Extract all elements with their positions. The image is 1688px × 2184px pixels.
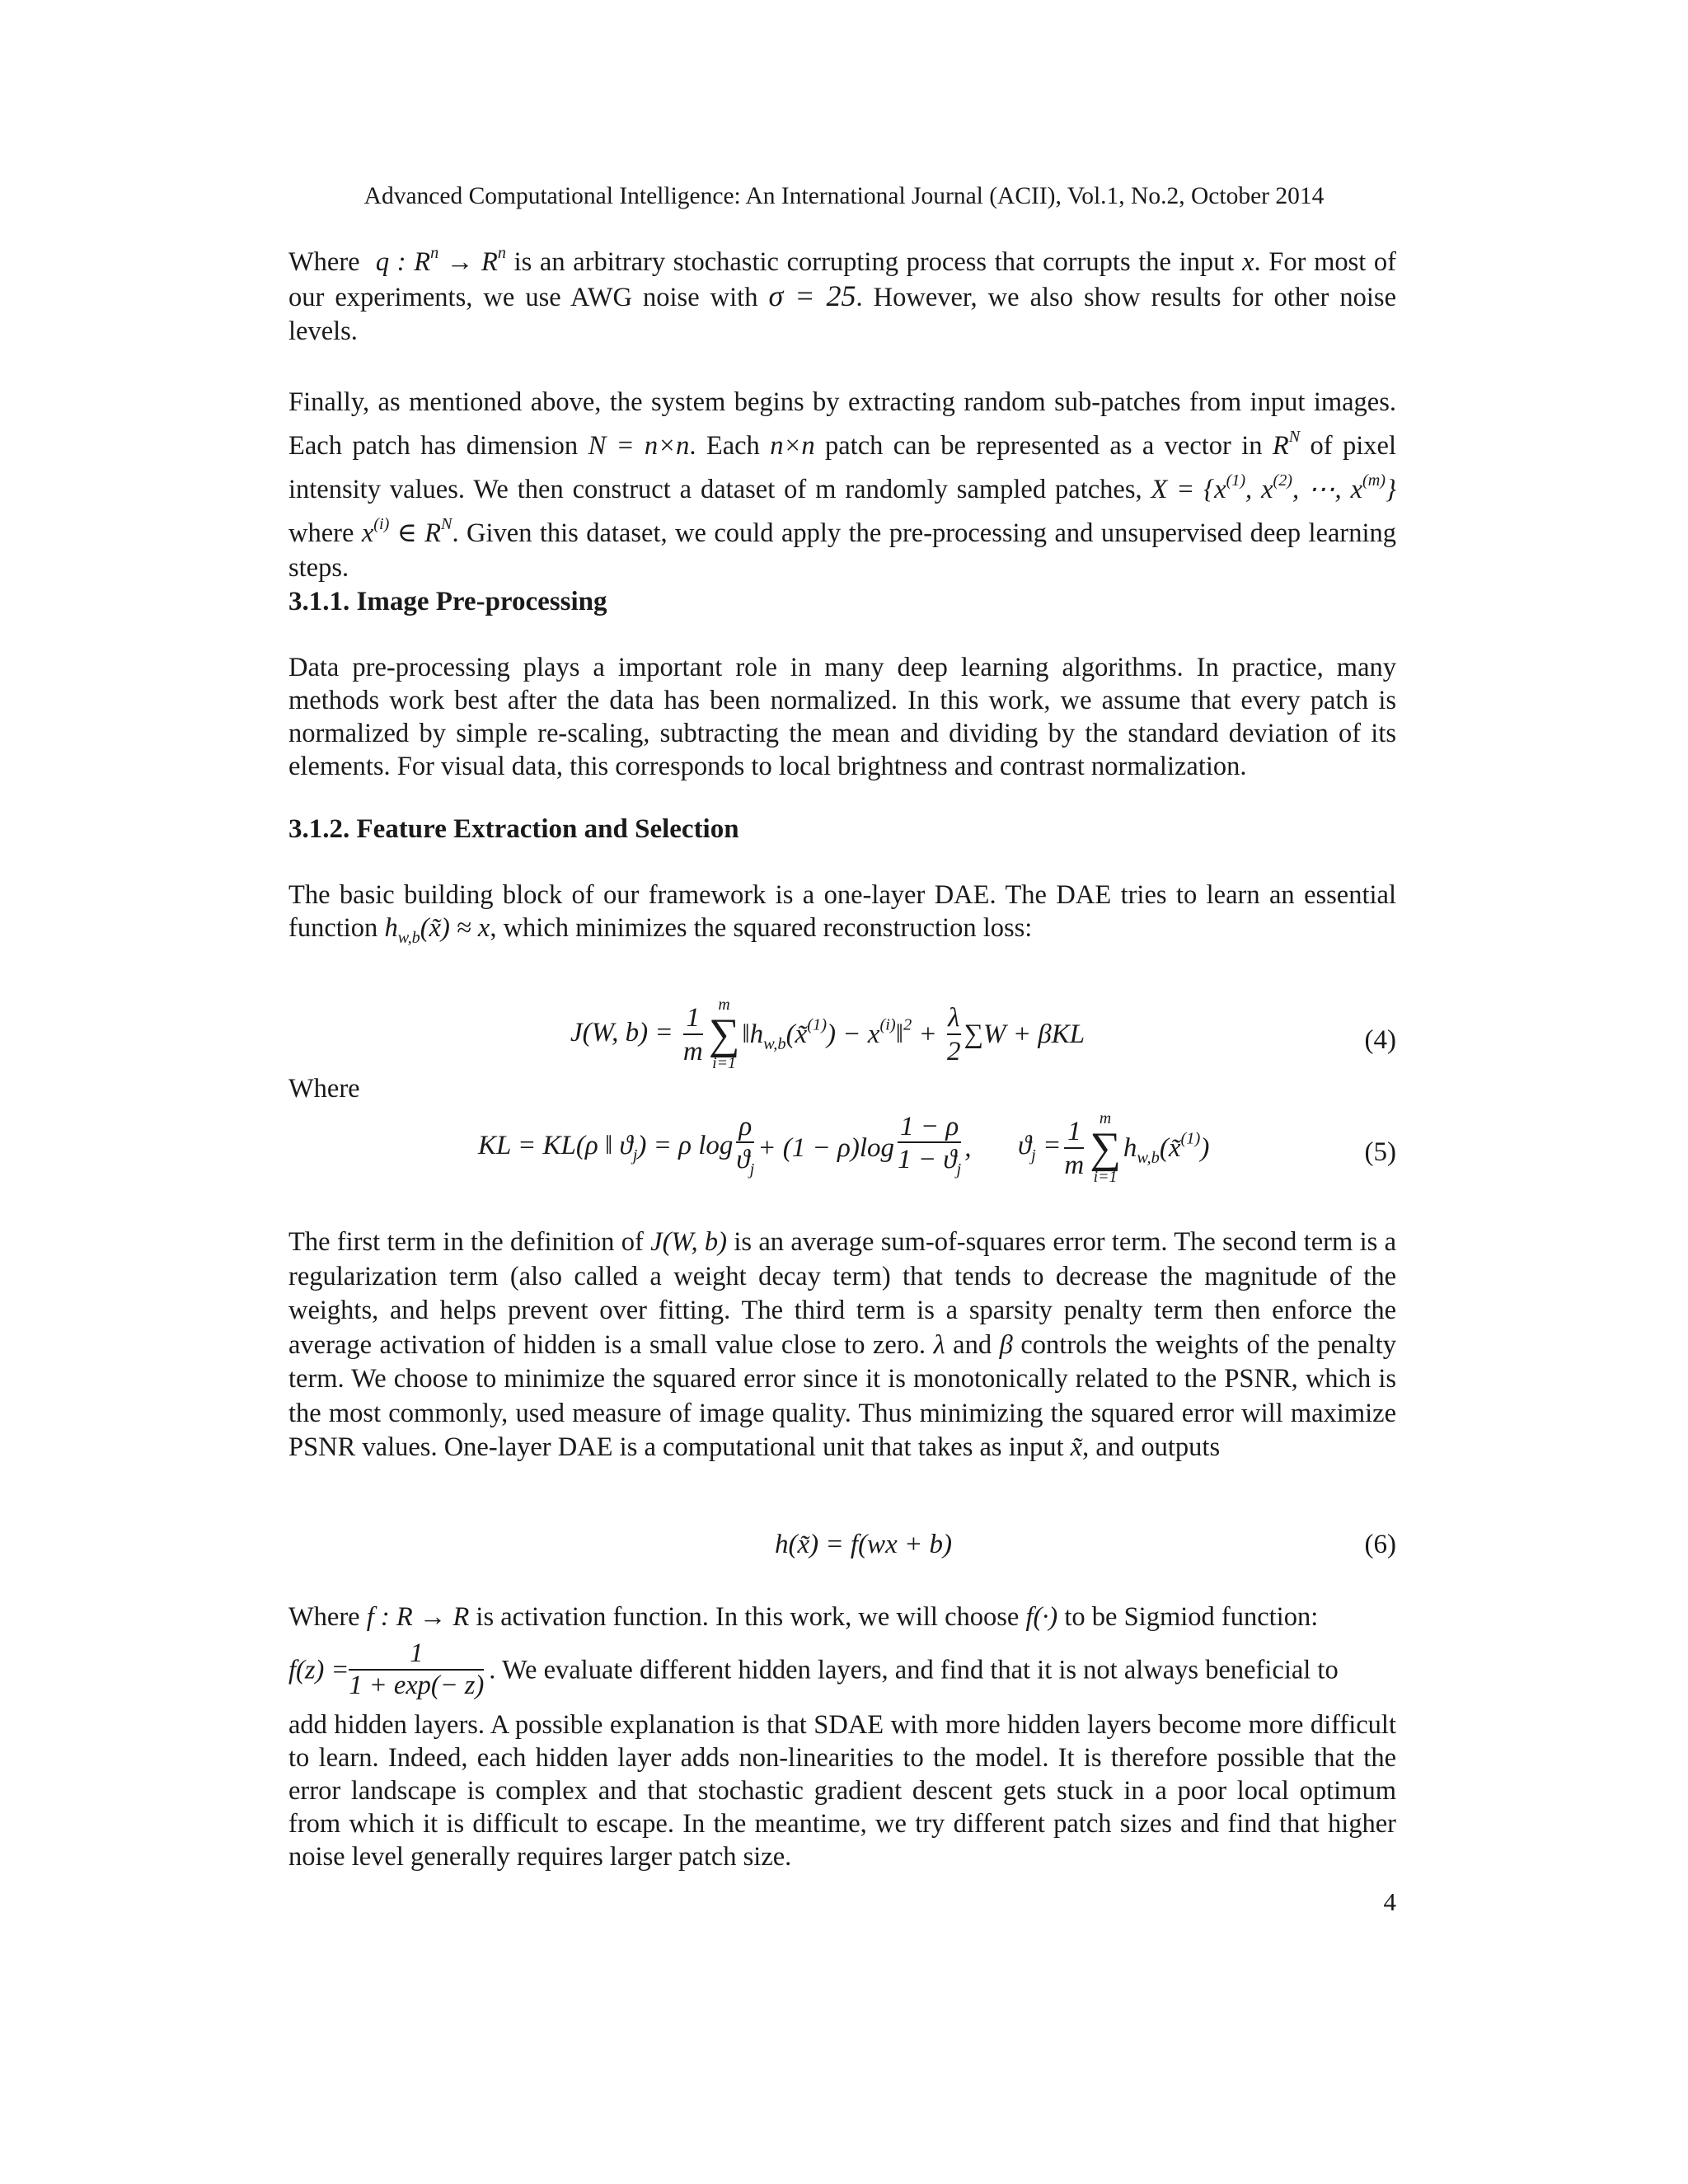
math-f-map: f : R → R	[366, 1602, 470, 1632]
equation-5-number: (5)	[1364, 1137, 1396, 1167]
section-heading-feature-extraction: 3.1.2. Feature Extraction and Selection	[288, 814, 739, 844]
paragraph-patch-extraction: Finally, as mentioned above, the system begins by extracting random sub-patches from input images. Each patch has dimension N = n×n. Each n×n patch can be represented as a vector in $R^N$ of pixel intensity values. We then construct a dataset of m randomly sampled patches, $X = \{x^{(1)}$, $x^{(2)}$, ⋯, $x^{(m)}$} where $x^{(i)}$ ∈ $R^N$. Given this dataset, we could apply the pre-processing and unsupervised deep learning steps.	[288, 387, 1396, 583]
math-nxn: n×n	[770, 431, 815, 462]
paragraph-corruption-process: Where q : $R^n \to R^n$ is an arbitrary stochastic corrupting process that corrupts the input x. For most of our experiments, we use AWG noise with σ = 25. However, we also show results for other noise levels.	[288, 244, 1396, 347]
eq4-frac-1-over-m: $\frac{1}{m}$	[682, 1003, 703, 1066]
math-xi-in-RN: $x^{(i)}$ ∈ $R^N$	[361, 515, 452, 549]
math-dataset-X: $X = \{x^{(1)}$, $x^{(2)}$, ⋯, $x^{(m)}$}	[1151, 471, 1396, 505]
eq5-frac-1-over-m: $\frac{1}{m}$	[1064, 1117, 1085, 1180]
eq5-frac-1minusrho: $\frac{1 - \rho}{1 - ϑ_j}$	[898, 1112, 961, 1185]
math-lambda: λ	[933, 1329, 945, 1360]
eq4-frac-lambda-over-2: $\frac{\lambda}{2}$	[947, 1003, 961, 1066]
equation-5-body: KL = KL(ρ ‖ $ϑ_j) = \rho$ log $\frac{\rho}{ϑ_j}$ + (1 − ρ)log $\frac{1 - \rho}{1 - ϑ_j}$ , $ϑ_j$ = $\frac{1}{m}$ m ∑ i=1 $h_{w,b}(x̃^{(1)})$	[478, 1109, 1210, 1187]
where-label: Where	[288, 1074, 360, 1104]
equation-4-number: (4)	[1364, 1025, 1396, 1055]
paragraph-preprocessing: Data pre-processing plays a important role in many deep learning algorithms. In practice, many methods work best after the data has been normalized. In this work, we assume that every patch is normalized by simple re-scaling, subtracting the mean and dividing by the standard deviation of its elements. For visual data, this corresponds to local brightness and contrast normalization.	[288, 653, 1396, 781]
math-sigmoid-frac: $\frac{1}{1 + \exp(- z)}$	[349, 1638, 485, 1701]
paragraph-cost-terms: The first term in the definition of J(W, b) is an average sum-of-squares error term. The second term is a regularization term (also called a weight decay term) that tends to decrease the magnitude of the weights, and helps prevent over fitting. The third term is a sparsity penalty term then enforce the average activation of hidden is a small value close to zero. λ and β controls the weights of the penalty term. We choose to minimize the squared error since it is monotonically related to the PSNR, which is the most commonly, used measure of image quality. Thus minimizing the squared error will maximize PSNR values. One-layer DAE is a computational unit that takes as input x̃, and outputs	[288, 1227, 1397, 1462]
math-q-map: q : $R^n \to R^n$	[375, 244, 506, 278]
math-hwb: $h_{w,b}(x̃) \approx x$	[384, 913, 490, 948]
equation-4-body: J(W, b) = $\frac{1}{m}$ m ∑ i=1 $‖h_{w,b}(x̃^{(1)})$ − $x^{(i)}‖^2$ + $\frac{\lambda}{2}$ ∑W + βKL	[570, 996, 1085, 1073]
math-patch-dim: N = n×n	[588, 431, 690, 462]
running-header: Advanced Computational Intelligence: An International Journal (ACII), Vol.1, No.2, October 2014	[363, 183, 1325, 209]
section-heading-preprocessing: 3.1.1. Image Pre-processing	[288, 587, 607, 616]
eq5-sum: m ∑ i=1	[1090, 1109, 1121, 1187]
math-xtilde: x̃	[1070, 1432, 1083, 1462]
math-JWb: J(W, b)	[650, 1227, 728, 1257]
equation-6-body: h(x̃) = f(wx + b)	[775, 1530, 952, 1559]
math-sigma: σ = 25	[768, 279, 856, 313]
math-f-dot: f(·)	[1025, 1602, 1058, 1632]
math-sigmoid-lhs: f(z) =	[288, 1655, 349, 1685]
paragraph-dae-intro: The basic building block of our framework is a one-layer DAE. The DAE tries to learn an essential function $h_{w,b}(x̃) \approx x$, which minimizes the squared reconstruction loss:	[288, 880, 1396, 948]
math-x: x	[1242, 247, 1254, 278]
equation-6-number: (6)	[1364, 1530, 1396, 1559]
math-RN: $R^N$	[1272, 428, 1301, 462]
math-beta: β	[999, 1329, 1013, 1360]
eq5-frac-rho-over-theta: $\frac{\rho}{ϑ_j}$	[736, 1112, 754, 1185]
paragraph-activation: Where f : R → R is activation function. In this work, we will choose f(·) to be Sigmiod function: f(z) = $\frac{1}{1 + \exp(- z)}$ . We evaluate different hidden layers, and find that it is not always beneficial to add hidden layers. A possible explanation is that SDAE with more hidden layers become more difficult to learn. Indeed, each hidden layer adds non-linearities to the model. It is therefore possible that the error landscape is complex and that stochastic gradient descent gets stuck in a poor local optimum from which it is difficult to escape. In the meantime, we try different patch sizes and find that higher noise level generally requires larger patch size.	[288, 1602, 1396, 1872]
page-number: 4	[1383, 1887, 1396, 1916]
eq4-sum: m ∑ i=1	[708, 996, 740, 1073]
